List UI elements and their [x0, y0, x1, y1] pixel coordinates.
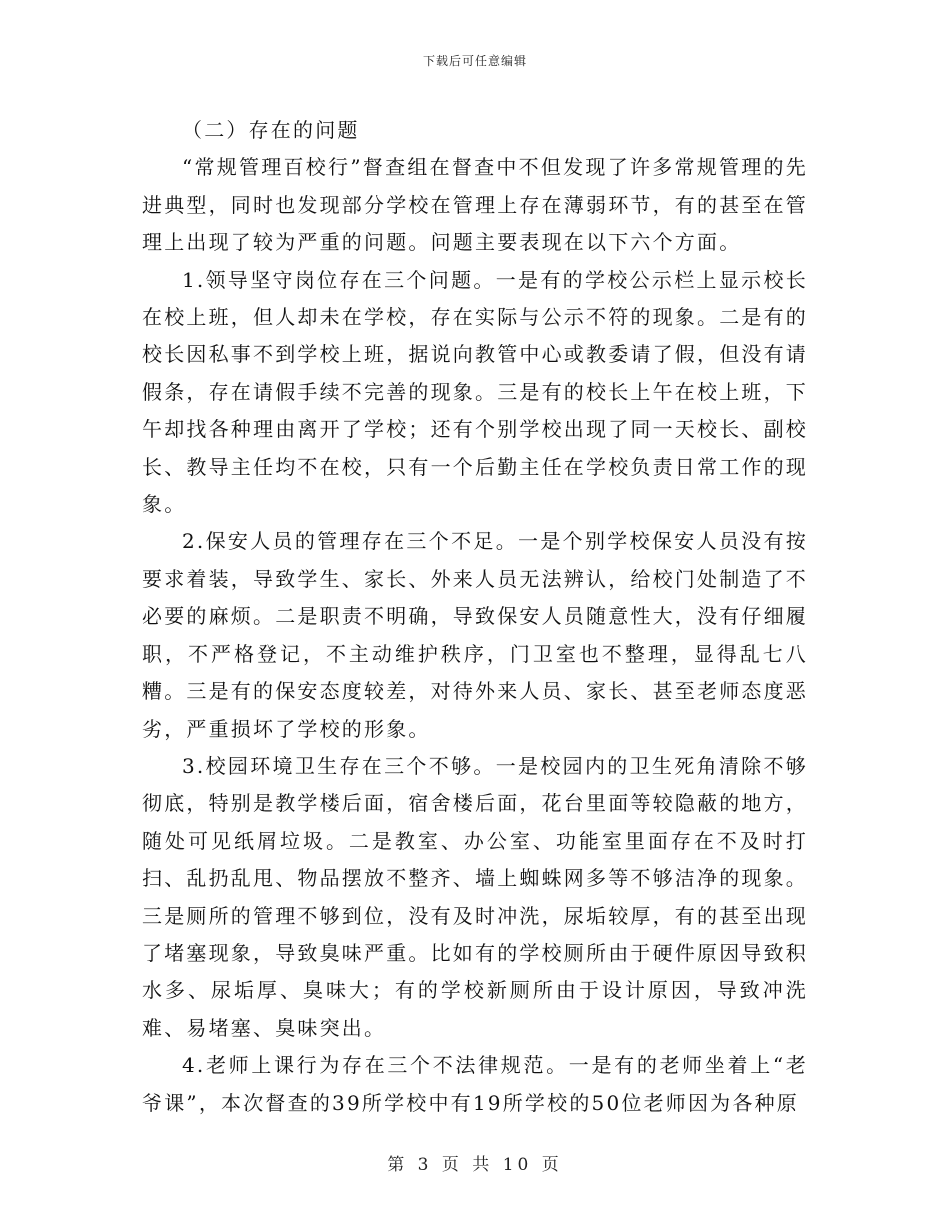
document-body: [142, 112, 808, 1122]
paragraph-teacher-conduct: 4.老师上课行为存在三个不法律规范。一是有的老师坐着上“老爷课”，本次督查的39所学校中有19所学校的50位老师因为各种原: [142, 1053, 808, 1115]
paragraph-campus-hygiene: 3.校园环境卫生存在三个不够。一是校园内的卫生死角清除不够彻底，特别是教学楼后面，宿舍楼后面，花台里面等较隐蔽的地方，随处可见纸屑垃圾。二是教室、办公室、功能室里面存在不及时打扫、乱扔乱甩、物品摆放不整齐、墙上蜘蛛网多等不够洁净的现象。三是厕所的管理不够到位，没有及时冲洗，尿垢较厚，有的甚至出现了堵塞现象，导致臭味严重。比如有的学校厕所由于硬件原因导致积水多、尿垢厚、臭味大；有的学校新厕所由于设计原因，导致冲洗难、易堵塞、臭味突出。: [142, 753, 808, 1040]
page-number: 第 3 页 共 10 页: [387, 1155, 563, 1175]
intro-paragraph: “常规管理百校行”督查组在督查中不但发现了许多常规管理的先进典型，同时也发现部分学校在管理上存在薄弱环节，有的甚至在管理上出现了较为严重的问题。问题主要表现在以下六个方面。: [142, 155, 808, 255]
header-note: 下载后可任意编辑: [422, 54, 527, 68]
paragraph-security-staff: 2.保安人员的管理存在三个不足。一是个别学校保安人员没有按要求着装，导致学生、家长、外来人员无法辨认，给校门处制造了不必要的麻烦。二是职责不明确，导致保安人员随意性大，没有仔细履职，不严格登记，不主动维护秩序，门卫室也不整理，显得乱七八糟。三是有的保安态度较差，对待外来人员、家长、甚至老师态度恶劣，严重损坏了学校的形象。: [142, 529, 808, 741]
section-heading: （二）存在的问题: [182, 118, 360, 142]
paragraph-leadership: 1.领导坚守岗位存在三个问题。一是有的学校公示栏上显示校长在校上班，但人却未在学校，存在实际与公示不符的现象。二是有的校长因私事不到学校上班，据说向教管中心或教委请了假，但没有请假条，存在请假手续不完善的现象。三是有的校长上午在校上班，下午却找各种理由离开了学校；还有个别学校出现了同一天校长、副校长、教导主任均不在校，只有一个后勤主任在学校负责日常工作的现象。: [142, 267, 808, 517]
